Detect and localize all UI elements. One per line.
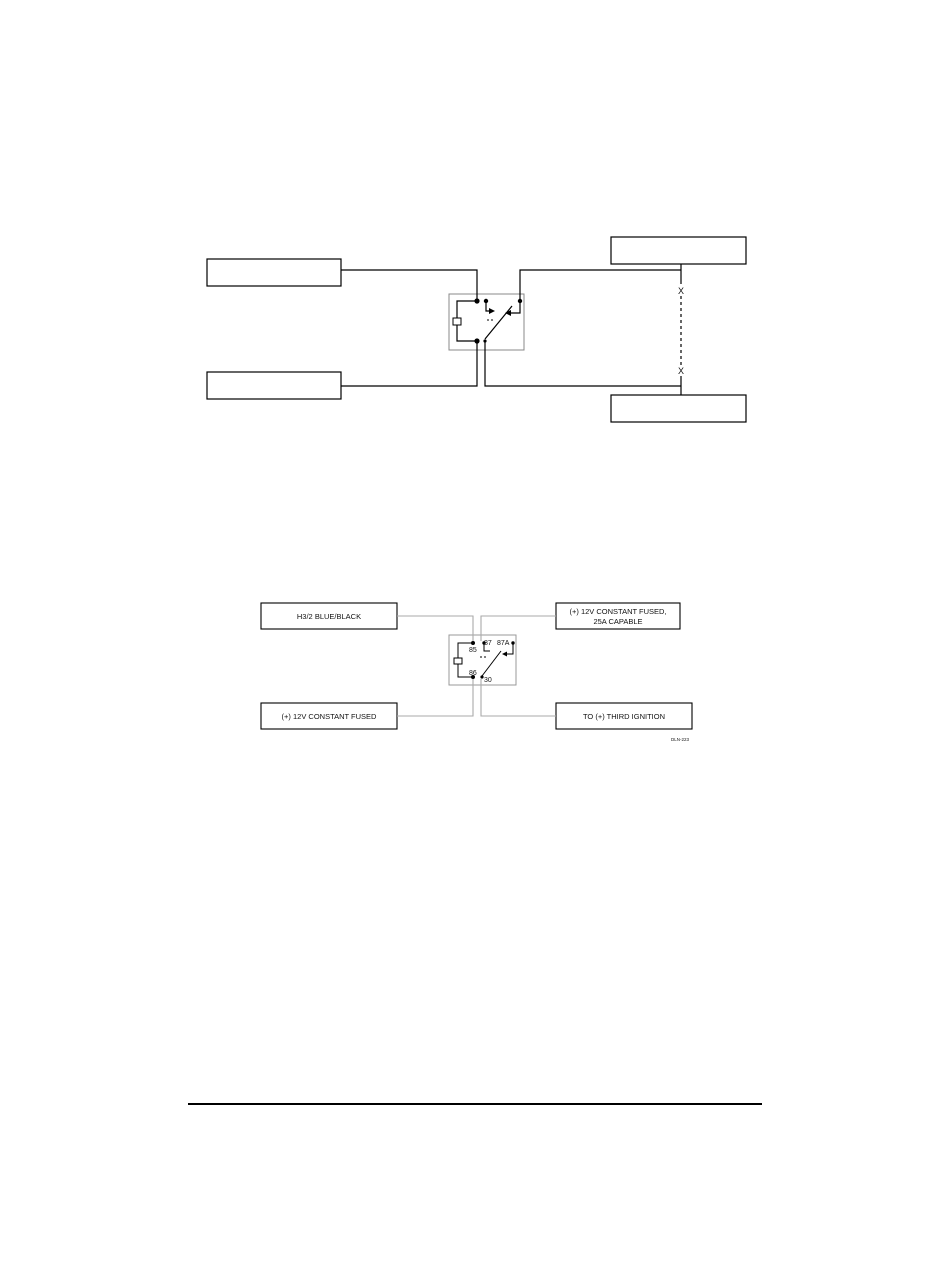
third-ignition-label: TO (+) THIRD IGNITION [582, 712, 666, 721]
pin-87a-label: 87A [497, 640, 510, 647]
pin-85-label: 85 [469, 647, 477, 654]
h3-2-label: H3/2 BLUE/BLACK [296, 612, 362, 621]
constant-25a-label-line1: (+) 12V CONSTANT FUSED, [569, 607, 667, 616]
cut-mark-lower: X [677, 366, 685, 376]
constant-fused-label: (+) 12V CONSTANT FUSED [281, 712, 377, 721]
pin-30-label: 30 [484, 677, 492, 684]
footer-rule [188, 1103, 762, 1105]
constant-25a-label-line2: 25A CAPABLE [593, 617, 643, 626]
pin-87-label: 87 [484, 640, 492, 647]
cut-mark-upper: X [677, 286, 685, 296]
coil-symbol-bottom [454, 658, 462, 664]
figure-code: DLN-223 [670, 737, 689, 742]
pin-86-label: 86 [469, 670, 477, 677]
